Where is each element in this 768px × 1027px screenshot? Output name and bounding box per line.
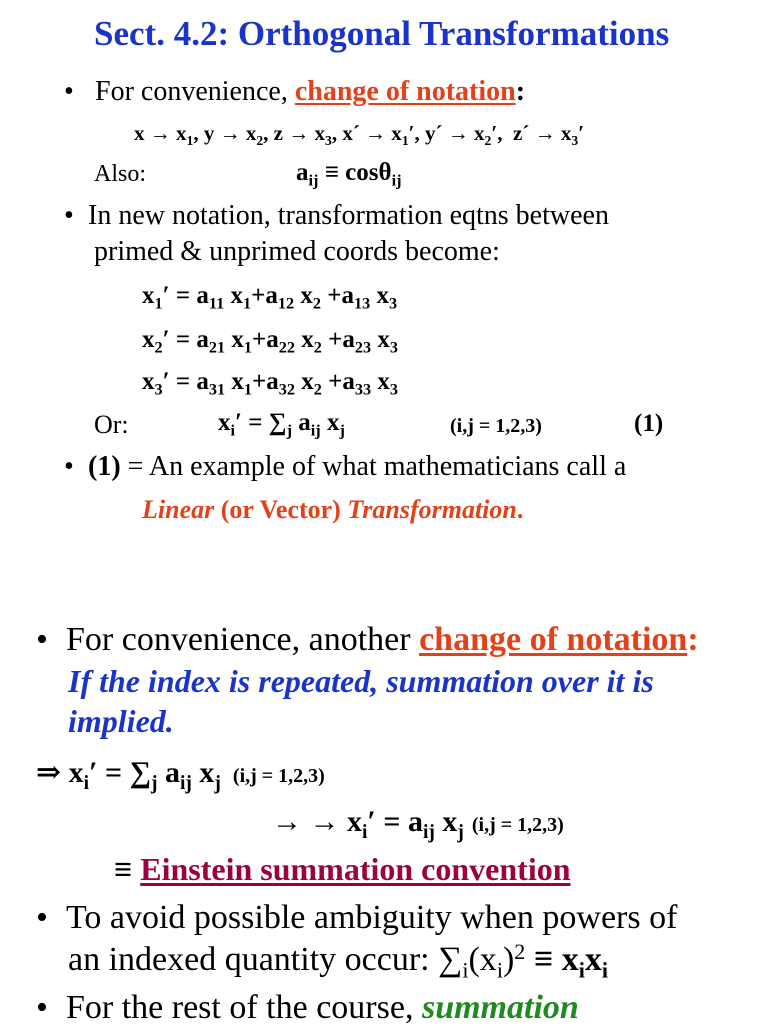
bullet-linear bbox=[64, 451, 626, 483]
einstein-line bbox=[114, 851, 571, 888]
or-label: Or: bbox=[94, 410, 129, 439]
bullet-another-notation bbox=[36, 621, 699, 659]
bullet-dot: • bbox=[64, 451, 74, 482]
s2-b1-text: For convenience, another bbox=[66, 621, 420, 658]
bullet-dot: • bbox=[36, 989, 48, 1026]
arrow-line bbox=[272, 805, 564, 843]
einstein-convention: Einstein summation convention bbox=[140, 851, 571, 887]
equation-2: $x_2' = a_{21}$ $x_1+a_{22}$ $x_2 +a_{23}$ $x_3$ bbox=[142, 326, 399, 357]
implication-line bbox=[36, 755, 325, 794]
summation-word: summation bbox=[421, 989, 579, 1026]
b1-text: For convenience, bbox=[95, 76, 295, 107]
period: . bbox=[516, 495, 524, 524]
arrow-equation: → → $x_i' = a_{ij}$ $x_j$ bbox=[272, 805, 464, 843]
bullet-dot: • bbox=[64, 76, 74, 107]
b1-colon: : bbox=[515, 76, 526, 107]
implication-range: (i,j = 1,2,3) bbox=[232, 765, 325, 787]
change-of-notation-link-2: change of notation bbox=[419, 621, 688, 658]
b3-text: = An example of what mathematicians call a bbox=[120, 451, 627, 482]
change-of-notation-link-1: change of notation bbox=[294, 76, 516, 107]
bullet-rest-of-course bbox=[36, 989, 579, 1027]
also-label: Also: bbox=[94, 161, 147, 187]
equation-3: $x_3' = a_{31}$ $x_1+a_{32}$ $x_2 +a_{33}$ $x_3$ bbox=[142, 368, 399, 399]
b3-ref: (1) bbox=[88, 451, 121, 482]
s2-b1-colon: : bbox=[687, 621, 699, 658]
bullet-ambiguity bbox=[36, 899, 677, 937]
implication-equation: ⇒ $x_i' = \sum_j$ $a_{ij}$ $x_j$ bbox=[36, 756, 221, 794]
page-title: Sect. 4.2: Orthogonal Transformations bbox=[94, 14, 670, 53]
also-equation: $a_{ij} \equiv \cos\theta_{ij}$ bbox=[296, 159, 402, 190]
bullet-new-notation bbox=[64, 200, 609, 232]
b2-line2: primed & unprimed coords become: bbox=[94, 236, 500, 267]
transformation-word: Transformation bbox=[347, 495, 517, 524]
equation-1: $x_1' = a_{11}$ $x_1+a_{12}$ $x_2 +a_{13}$ $x_3$ bbox=[142, 282, 398, 313]
italic-line-2: implied. bbox=[68, 703, 174, 739]
or-equation: $x_i' = \sum_j$ $a_{ij}$ $x_j$ bbox=[218, 409, 345, 440]
arrow-range: (i,j = 1,2,3) bbox=[471, 814, 564, 836]
equiv-symbol: ≡ bbox=[114, 851, 141, 887]
linear-transformation-line bbox=[142, 495, 523, 525]
bullet-dot: • bbox=[36, 899, 48, 936]
bullet-dot: • bbox=[64, 200, 74, 231]
s2-b2-line1: To avoid possible ambiguity when powers of bbox=[66, 899, 678, 936]
italic-line-1: If the index is repeated, summation over it is bbox=[68, 663, 654, 699]
linear-word: Linear bbox=[142, 495, 215, 524]
s2-b2-line2: an indexed quantity occur: $\sum_i(x_i)^2 \equiv x_ix_i$ bbox=[68, 938, 608, 983]
equation-number: (1) bbox=[634, 410, 664, 437]
bullet-dot: • bbox=[36, 621, 48, 658]
notation-line: $x \to x_1$, $y \to x_2$, $z \to x_3$, x´ → $x_1'$, y´ → $x_2'$, z´ → $x_3'$ bbox=[134, 121, 585, 148]
or-range: (i,j = 1,2,3) bbox=[450, 415, 542, 437]
bullet-notation bbox=[64, 76, 525, 108]
s2-b3-text: For the rest of the course, bbox=[66, 989, 422, 1026]
vector-words: (or Vector) bbox=[214, 495, 348, 524]
b2-line1: In new notation, transformation eqtns between bbox=[88, 200, 609, 231]
